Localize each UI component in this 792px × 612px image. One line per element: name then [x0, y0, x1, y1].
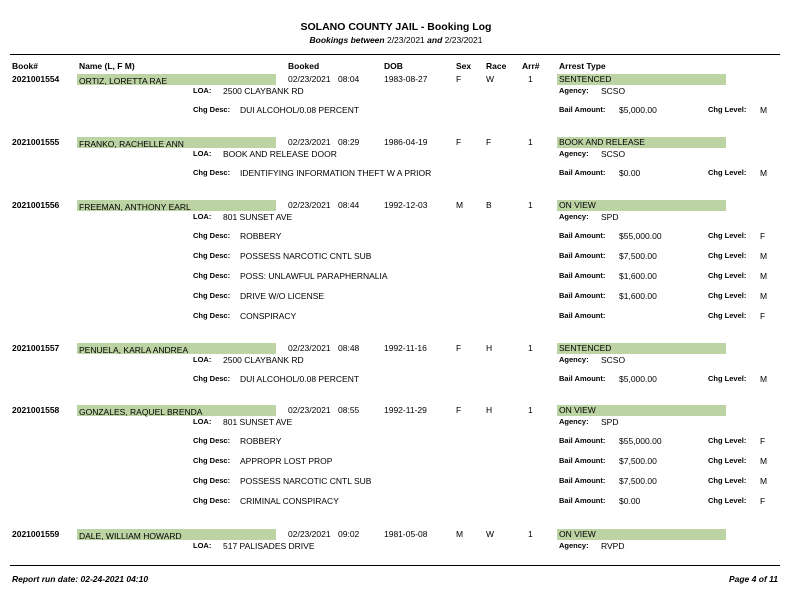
- dob: 1992-12-03: [384, 200, 428, 210]
- booked-date: 02/23/2021: [288, 74, 331, 84]
- booked-date: 02/23/2021: [288, 137, 331, 147]
- chg-desc-label: Chg Desc:: [193, 496, 231, 505]
- page-label: Page: [728, 574, 750, 584]
- charge-level: M: [760, 168, 768, 178]
- booked-date: 02/23/2021: [288, 405, 331, 415]
- bail-label: Bail Amount:: [559, 251, 606, 260]
- race: H: [486, 405, 493, 415]
- chg-desc-label: Chg Desc:: [193, 291, 231, 300]
- col-name: Name (L, F M): [79, 61, 135, 71]
- arrest-number: 1: [528, 405, 533, 415]
- chg-level-label: Chg Level:: [708, 436, 747, 445]
- chg-desc-label: Chg Desc:: [193, 168, 231, 177]
- bail-label: Bail Amount:: [559, 374, 606, 383]
- page-number: 4: [751, 574, 757, 584]
- dob: 1986-04-19: [384, 137, 428, 147]
- charge-level: M: [760, 291, 768, 301]
- charge-description: CRIMINAL CONSPIRACY: [240, 496, 339, 506]
- col-arr: Arr#: [522, 61, 540, 71]
- loa-label: LOA:: [193, 541, 212, 550]
- loa-label: LOA:: [193, 86, 212, 95]
- booked-date: 02/23/2021: [288, 343, 331, 353]
- loa-value: 2500 CLAYBANK RD: [223, 355, 304, 365]
- arrest-number: 1: [528, 137, 533, 147]
- chg-level-label: Chg Level:: [708, 271, 747, 280]
- chg-desc-label: Chg Desc:: [193, 456, 231, 465]
- booked-date: 02/23/2021: [288, 529, 331, 539]
- charge-level: F: [760, 231, 766, 241]
- chg-level-label: Chg Level:: [708, 168, 747, 177]
- chg-level-label: Chg Level:: [708, 291, 747, 300]
- chg-level-label: Chg Level:: [708, 231, 747, 240]
- chg-level-label: Chg Level:: [708, 476, 747, 485]
- chg-level-label: Chg Level:: [708, 311, 747, 320]
- col-book: Book#: [12, 61, 38, 71]
- report-subtitle: [0, 35, 792, 45]
- loa-label: LOA:: [193, 417, 212, 426]
- sex: M: [456, 529, 464, 539]
- charge-description: DRIVE W/O LICENSE: [240, 291, 325, 301]
- chg-desc-label: Chg Desc:: [193, 271, 231, 280]
- agency-value: SPD: [601, 212, 619, 222]
- subtitle-and: and: [427, 35, 443, 45]
- loa-value: 517 PALISADES DRIVE: [223, 541, 315, 551]
- charge-description: POSSESS NARCOTIC CNTL SUB: [240, 476, 372, 486]
- arrest-number: 1: [528, 200, 533, 210]
- loa-value: 801 SUNSET AVE: [223, 417, 293, 427]
- chg-level-label: Chg Level:: [708, 374, 747, 383]
- bail-label: Bail Amount:: [559, 231, 606, 240]
- inmate-name: FREEMAN, ANTHONY EARL: [79, 202, 191, 212]
- book-number: 2021001559: [12, 529, 60, 539]
- arrest-type: SENTENCED: [559, 74, 612, 84]
- bail-amount: $5,000.00: [619, 105, 657, 115]
- arrest-type: ON VIEW: [559, 405, 596, 415]
- charge-level: F: [760, 311, 766, 321]
- race: H: [486, 343, 493, 353]
- dob: 1992-11-16: [384, 343, 427, 353]
- charge-level: F: [760, 496, 766, 506]
- charge-description: IDENTIFYING INFORMATION THEFT W A PRIOR: [240, 168, 432, 178]
- bail-label: Bail Amount:: [559, 436, 606, 445]
- col-race: Race: [486, 61, 507, 71]
- charge-description: POSSESS NARCOTIC CNTL SUB: [240, 251, 372, 261]
- bail-amount: $1,600.00: [619, 271, 657, 281]
- bail-label: Bail Amount:: [559, 496, 606, 505]
- bail-amount: $7,500.00: [619, 251, 657, 261]
- chg-desc-label: Chg Desc:: [193, 251, 231, 260]
- dob: 1983-08-27: [384, 74, 428, 84]
- loa-label: LOA:: [193, 212, 212, 221]
- agency-label: Agency:: [559, 355, 589, 364]
- sex: M: [456, 200, 464, 210]
- chg-level-label: Chg Level:: [708, 105, 747, 114]
- chg-desc-label: Chg Desc:: [193, 374, 231, 383]
- charge-description: ROBBERY: [240, 231, 282, 241]
- charge-description: POSS: UNLAWFUL PARAPHERNALIA: [240, 271, 388, 281]
- sex: F: [456, 74, 462, 84]
- loa-value: 2500 CLAYBANK RD: [223, 86, 304, 96]
- chg-level-label: Chg Level:: [708, 251, 747, 260]
- sex: F: [456, 343, 462, 353]
- agency-label: Agency:: [559, 86, 589, 95]
- agency-label: Agency:: [559, 417, 589, 426]
- col-dob: DOB: [384, 61, 403, 71]
- bail-label: Bail Amount:: [559, 168, 606, 177]
- charge-level: M: [760, 271, 768, 281]
- bail-amount: $0.00: [619, 168, 641, 178]
- bail-amount: $1,600.00: [619, 291, 657, 301]
- inmate-name: FRANKO, RACHELLE ANN: [79, 139, 184, 149]
- inmate-name: DALE, WILLIAM HOWARD: [79, 531, 182, 541]
- charge-level: M: [760, 251, 768, 261]
- booked-time: 09:02: [338, 529, 360, 539]
- arrest-number: 1: [528, 343, 533, 353]
- dob: 1992-11-29: [384, 405, 427, 415]
- charge-level: M: [760, 374, 768, 384]
- bail-amount: $7,500.00: [619, 476, 657, 486]
- col-booked: Booked: [288, 61, 320, 71]
- chg-desc-label: Chg Desc:: [193, 311, 231, 320]
- bail-label: Bail Amount:: [559, 105, 606, 114]
- bail-label: Bail Amount:: [559, 476, 606, 485]
- agency-value: SCSO: [601, 86, 626, 96]
- booked-time: 08:44: [338, 200, 360, 210]
- loa-label: LOA:: [193, 355, 212, 364]
- inmate-name: PENUELA, KARLA ANDREA: [79, 345, 189, 355]
- dob: 1981-05-08: [384, 529, 428, 539]
- charge-description: ROBBERY: [240, 436, 282, 446]
- date-from: 2/23/2021: [386, 35, 425, 45]
- arrest-type: SENTENCED: [559, 343, 612, 353]
- charge-description: DUI ALCOHOL/0.08 PERCENT: [240, 374, 360, 384]
- bail-label: Bail Amount:: [559, 311, 606, 320]
- loa-label: LOA:: [193, 149, 212, 158]
- arrest-type: ON VIEW: [559, 529, 596, 539]
- header-rule: [10, 54, 780, 55]
- agency-value: SPD: [601, 417, 619, 427]
- date-to: 2/23/2021: [444, 35, 483, 45]
- race: W: [486, 74, 495, 84]
- bail-label: Bail Amount:: [559, 271, 606, 280]
- charge-description: CONSPIRACY: [240, 311, 297, 321]
- arrest-type: BOOK AND RELEASE: [559, 137, 645, 147]
- agency-label: Agency:: [559, 149, 589, 158]
- sex: F: [456, 137, 462, 147]
- bail-amount: $55,000.00: [619, 231, 662, 241]
- book-number: 2021001558: [12, 405, 60, 415]
- booked-time: 08:48: [338, 343, 360, 353]
- bail-amount: $55,000.00: [619, 436, 662, 446]
- inmate-name: GONZALES, RAQUEL BRENDA: [79, 407, 203, 417]
- booked-date: 02/23/2021: [288, 200, 331, 210]
- booked-time: 08:55: [338, 405, 360, 415]
- run-date: 02-24-2021 04:10: [80, 574, 149, 584]
- charge-level: M: [760, 476, 768, 486]
- page-indicator: [729, 574, 778, 584]
- run-label: Report run date:: [12, 574, 79, 584]
- charge-description: DUI ALCOHOL/0.08 PERCENT: [240, 105, 360, 115]
- charge-level: F: [760, 436, 766, 446]
- charge-level: M: [760, 105, 768, 115]
- page-total: 11: [769, 574, 778, 584]
- loa-value: 801 SUNSET AVE: [223, 212, 293, 222]
- chg-desc-label: Chg Desc:: [193, 105, 231, 114]
- booked-time: 08:04: [338, 74, 360, 84]
- book-number: 2021001557: [12, 343, 60, 353]
- col-sex: Sex: [456, 61, 472, 71]
- report-title: SOLANO COUNTY JAIL - Booking Log: [300, 21, 492, 33]
- agency-value: SCSO: [601, 149, 626, 159]
- charge-level: M: [760, 456, 768, 466]
- book-number: 2021001555: [12, 137, 60, 147]
- arrest-type: ON VIEW: [559, 200, 596, 210]
- bail-amount: $0.00: [619, 496, 641, 506]
- chg-desc-label: Chg Desc:: [193, 476, 231, 485]
- sex: F: [456, 405, 462, 415]
- col-arrest-type: Arrest Type: [559, 61, 606, 71]
- charge-description: APPROPR LOST PROP: [240, 456, 333, 466]
- bail-amount: $7,500.00: [619, 456, 657, 466]
- agency-label: Agency:: [559, 541, 589, 550]
- agency-value: SCSO: [601, 355, 626, 365]
- bail-label: Bail Amount:: [559, 456, 606, 465]
- race: F: [486, 137, 492, 147]
- footer-rule: [10, 565, 780, 566]
- subtitle-prefix: Bookings between: [309, 35, 385, 45]
- booked-time: 08:29: [338, 137, 360, 147]
- chg-level-label: Chg Level:: [708, 456, 747, 465]
- inmate-name: ORTIZ, LORETTA RAE: [79, 76, 168, 86]
- arrest-number: 1: [528, 529, 533, 539]
- report-run-date: [12, 574, 148, 584]
- chg-level-label: Chg Level:: [708, 496, 747, 505]
- loa-value: BOOK AND RELEASE DOOR: [223, 149, 337, 159]
- bail-amount: $5,000.00: [619, 374, 657, 384]
- chg-desc-label: Chg Desc:: [193, 436, 231, 445]
- book-number: 2021001554: [12, 74, 60, 84]
- bail-label: Bail Amount:: [559, 291, 606, 300]
- agency-label: Agency:: [559, 212, 589, 221]
- arrest-number: 1: [528, 74, 533, 84]
- book-number: 2021001556: [12, 200, 60, 210]
- race: B: [486, 200, 492, 210]
- chg-desc-label: Chg Desc:: [193, 231, 231, 240]
- race: W: [486, 529, 495, 539]
- page-of: of: [758, 574, 767, 584]
- agency-value: RVPD: [601, 541, 625, 551]
